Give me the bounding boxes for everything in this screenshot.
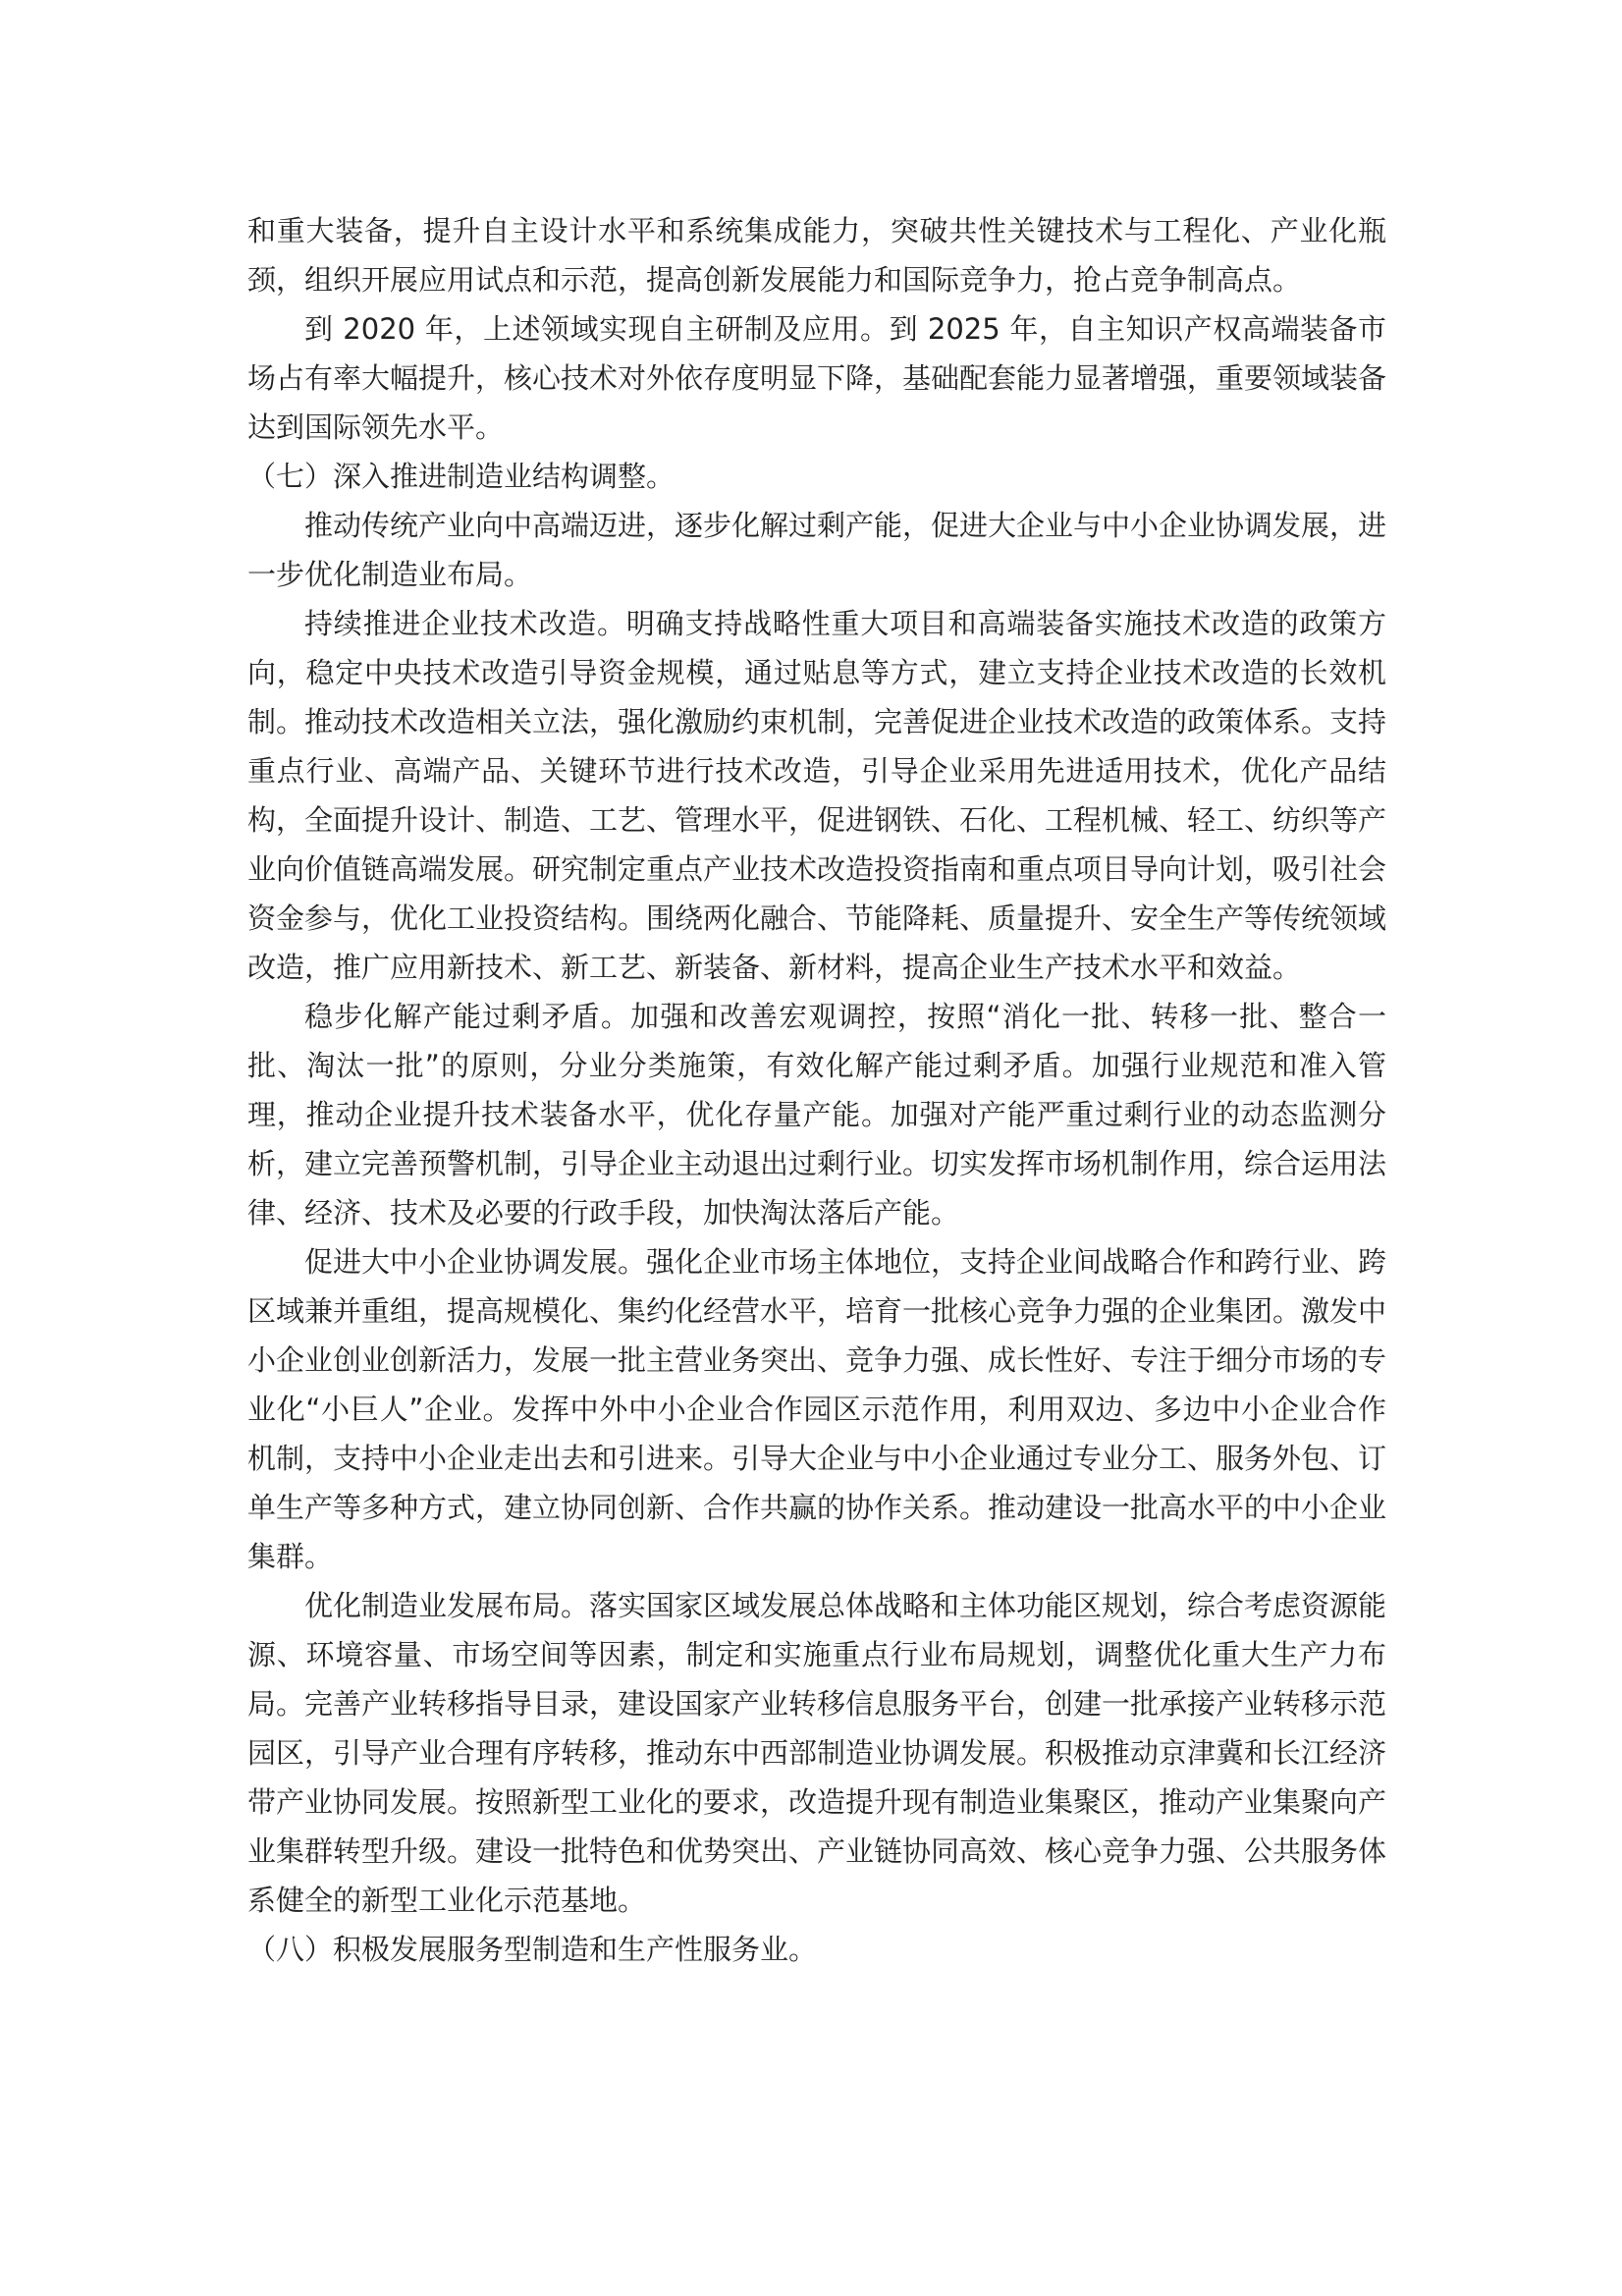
paragraph-overcapacity: 稳步化解产能过剩矛盾。加强和改善宏观调控，按照“消化一批、转移一批、整合一批、淘汰一批”的原则，分业分类施策，有效化解产能过剩矛盾。加强行业规范和准入管理，推动企业提升技术装备水平，优化存量产能。加强对产能严重过剩行业的动态监测分析，建立完善预警机制，引导企业主动退出过剩行业。切实发挥市场机制作用，综合运用法律、经济、技术及必要的行政手段，加快淘汰落后产能。 <box>247 1000 1387 1230</box>
paragraph-layout-optimization: 优化制造业发展布局。落实国家区域发展总体战略和主体功能区规划，综合考虑资源能源、环境容量、市场空间等因素，制定和实施重点行业布局规划，调整优化重大生产力布局。完善产业转移指导目录，建设国家产业转移信息服务平台，创建一批承接产业转移示范园区，引导产业合理有序转移，推动东中西部制造业协调发展。积极推动京津冀和长江经济带产业协同发展。按照新型工业化的要求，改造提升现有制造业集聚区，推动产业集聚向产业集群转型升级。建设一批特色和优势突出、产业链协同高效、核心竞争力强、公共服务体系健全的新型工业化示范基地。 <box>247 1589 1387 1917</box>
section-heading-8: （八）积极发展服务型制造和生产性服务业。 <box>247 1933 818 1966</box>
document-body <box>247 206 1386 1974</box>
paragraph-tech-upgrade: 持续推进企业技术改造。明确支持战略性重大项目和高端装备实施技术改造的政策方向，稳定中央技术改造引导资金规模，通过贴息等方式，建立支持企业技术改造的长效机制。推动技术改造相关立法，强化激励约束机制，完善促进企业技术改造的政策体系。支持重点行业、高端产品、关键环节进行技术改造，引导企业采用先进适用技术，优化产品结构，全面提升设计、制造、工艺、管理水平，促进钢铁、石化、工程机械、轻工、纺织等产业向价值链高端发展。研究制定重点产业技术改造投资指南和重点项目导向计划，吸引社会资金参与，优化工业投资结构。围绕两化融合、节能降耗、质量提升、安全生产等传统领域改造，推广应用新技术、新工艺、新装备、新材料，提高企业生产技术水平和效益。 <box>247 607 1387 984</box>
paragraph-continued: 和重大装备，提升自主设计水平和系统集成能力，突破共性关键技术与工程化、产业化瓶颈，组织开展应用试点和示范，提高创新发展能力和国际竞争力，抢占竞争制高点。 <box>247 214 1386 297</box>
paragraph-structure-intro: 推动传统产业向中高端迈进，逐步化解过剩产能，促进大企业与中小企业协调发展，进一步优化制造业布局。 <box>247 509 1387 591</box>
paragraph-2020-2025-goals: 到 2020 年，上述领域实现自主研制及应用。到 2025 年，自主知识产权高端装备市场占有率大幅提升，核心技术对外依存度明显下降，基础配套能力显著增强，重要领域装备达到国际领先水平。 <box>247 312 1387 444</box>
paragraph-sme-coordination: 促进大中小企业协调发展。强化企业市场主体地位，支持企业间战略合作和跨行业、跨区域兼并重组，提高规模化、集约化经营水平，培育一批核心竞争力强的企业集团。激发中小企业创业创新活力，发展一批主营业务突出、竞争力强、成长性好、专注于细分市场的专业化“小巨人”企业。发挥中外中小企业合作园区示范作用，利用双边、多边中小企业合作机制，支持中小企业走出去和引进来。引导大企业与中小企业通过专业分工、服务外包、订单生产等多种方式，建立协同创新、合作共赢的协作关系。推动建设一批高水平的中小企业集群。 <box>247 1245 1387 1573</box>
section-heading-7: （七）深入推进制造业结构调整。 <box>247 460 676 493</box>
